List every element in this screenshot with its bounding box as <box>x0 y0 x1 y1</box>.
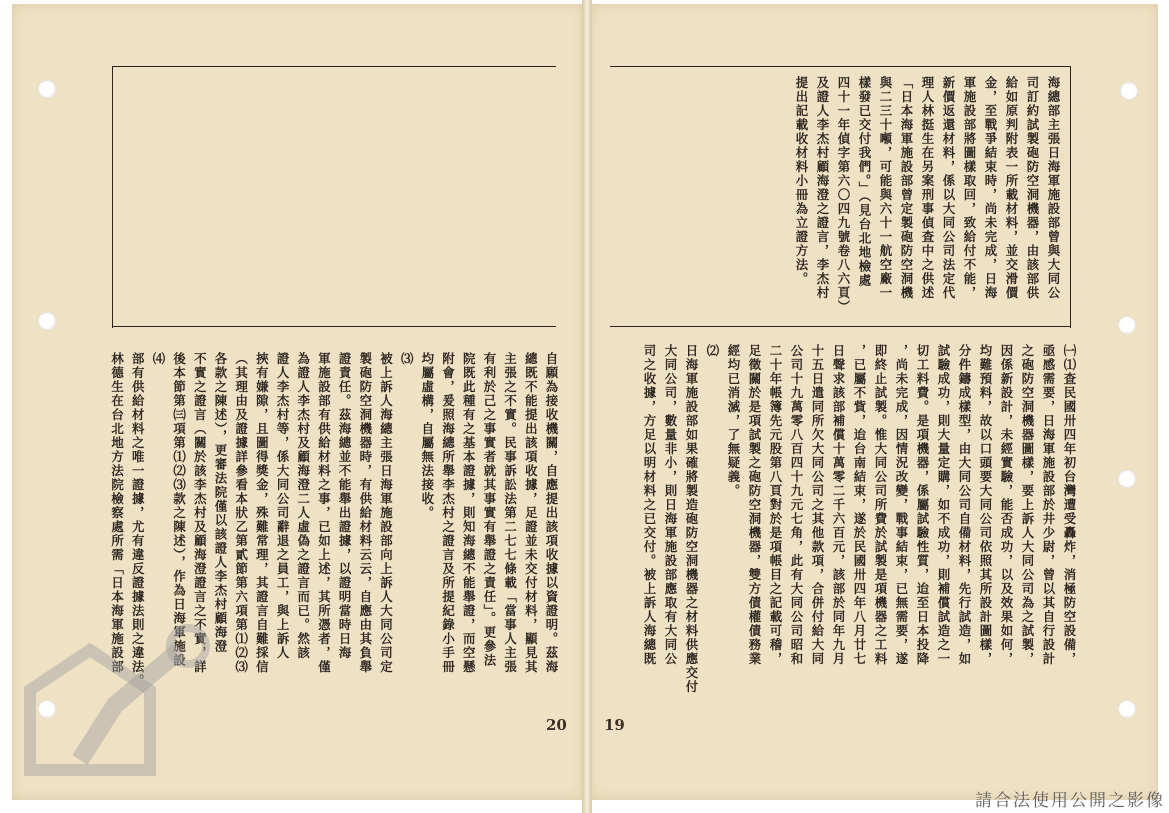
box-right-rule <box>1070 66 1071 328</box>
text-column: 不實之證言（關於該李杰村及顧海澄證言之不實，詳 <box>192 352 208 674</box>
binder-hole <box>38 312 56 330</box>
text-column: 軍施設部將圖樣取回，致給付不能， <box>962 76 977 300</box>
text-column: 給如原判附表一所載材料，並交滑價 <box>1004 76 1019 300</box>
text-column: ㈠⑴查民國卅四年初台灣遭受轟炸，消極防空設備， <box>1062 344 1077 666</box>
text-column: 證責任。茲海總並不能舉出證據，以證明當時日海 <box>337 352 353 660</box>
text-column: 司之收據，方足以明材料之已交付。被上訴人海總既 <box>642 344 657 666</box>
text-column: 總既不能提出該項收據，足證並未交付材料，顯見其 <box>523 352 539 674</box>
text-column: 新價返還材料，係以大同公司法定代 <box>941 76 956 300</box>
text-column: 日海軍施設部如果確將製造砲防空洞機器之材料供應交付 <box>684 344 699 694</box>
text-column: 經均已消滅，了無疑義。 <box>726 344 741 498</box>
binder-hole <box>1118 470 1136 488</box>
text-column: 樣發已交付我們。」（見台北地檢處 <box>857 76 872 288</box>
text-column: 理人林挺生在另案刑事偵查中之供述 <box>920 76 935 300</box>
page-number: 19 <box>604 716 625 734</box>
text-column: ⑵ <box>705 344 720 358</box>
text-column: 公司十九萬零八百四十九元七角，此有大同公司昭和 <box>789 344 804 666</box>
text-column: 切工料費。是項機器，係屬試驗性質，迨至日本投降 <box>915 344 930 666</box>
text-column: 「日本海軍施設部曾定製砲防空洞機 <box>899 76 914 300</box>
text-column: 海總部主張日海軍施設部曾與大同公 <box>1046 76 1061 300</box>
text-column: 亟感需要，日海軍施設部於井少尉，曾以其自行設計 <box>1041 344 1056 666</box>
text-column: （其理由及證據詳參看本狀乙第貳節第六項第⑴⑵⑶ <box>233 352 249 674</box>
binder-hole <box>1120 82 1138 100</box>
box-bottom-rule <box>112 326 556 327</box>
text-column: 附會，爰照海總所舉李杰村之證言及所提紀錄小手冊 <box>440 352 456 674</box>
text-column: 後本節第㈢項第⑴⑵⑶款之陳述），作為日海軍施設 <box>171 352 187 668</box>
blank-area <box>116 70 552 322</box>
text-column: 軍施設部有供給材料之事，已如上述，其所憑者，僅 <box>316 352 332 674</box>
text-column: 製砲防空洞機器時，有供給材料云云，自應由其負舉 <box>357 352 373 674</box>
text-column: 即終止試製。惟大同公司所費於試製是項機器之工料 <box>873 344 888 666</box>
text-column: ⑷ <box>150 352 166 366</box>
text-column: ，尚未完成，因情況改變，戰事結束，已無需要，遂 <box>894 344 909 666</box>
binder-hole <box>38 80 56 98</box>
binder-hole <box>1118 700 1136 718</box>
text-column: 均屬虛構，自屬無法接收。 <box>419 352 435 520</box>
binder-hole <box>1118 316 1136 334</box>
text-column: 與二三十噸，可能與六十一航空廠一 <box>878 76 893 300</box>
text-column: 大同公司，數量非小，則日海軍施設部應取有大同公 <box>663 344 678 666</box>
text-column: 之砲防空洞機器圖樣，要上訴人大同公司為之試製， <box>1020 344 1035 666</box>
text-column: 證人李杰村等，係大同公司辭退之員工，與上訴人 <box>275 352 291 660</box>
text-column: 為證人李杰村及顧海澄二人虛偽之證言而已。然該 <box>295 352 311 660</box>
top-rule <box>112 66 556 67</box>
text-column: ⑶ <box>399 352 415 366</box>
text-column: 足徵關於是項試製之砲防空洞機器，雙方債權債務業 <box>747 344 762 666</box>
seal-watermark-icon <box>20 610 230 780</box>
right-page-boxed-text <box>760 76 1062 324</box>
text-column: 有利於己之事實者就其事實有舉證之責任」。更參法 <box>481 352 497 668</box>
box-bottom-rule <box>610 326 1070 327</box>
page-number: 20 <box>546 716 567 734</box>
text-column: 及證人李杰村顧海澄之證言，李杰村 <box>815 76 830 300</box>
text-column: 金，至戰爭結束時，尚未完成，日海 <box>983 76 998 300</box>
text-column: 十五日遣同所欠大同公司之其他款項，合併付給大同 <box>810 344 825 666</box>
watermark-text: 請合法使用公開之影像 <box>975 791 1165 811</box>
text-column: 部有供給材料之唯一證據，尤有違反證據法則之違法。 <box>130 352 146 688</box>
text-column: 分件鑄成樣型，由大同公司自備材料，先行試造，如 <box>957 344 972 666</box>
top-rule <box>610 66 1070 67</box>
text-column: 日聲求該部補償十萬零二千六百元，該部於同年九月 <box>831 344 846 666</box>
text-column: 司訂約試製砲防空洞機器，由該部供 <box>1025 76 1040 300</box>
text-column: 各款之陳述），更審法院僅以該證人李杰村顧海澄 <box>213 352 228 654</box>
text-column: 提出記載收材料小冊為立證方法。 <box>794 76 809 286</box>
text-column: 林德生在台北地方法院檢察處所需「日本海軍施設部 <box>109 352 125 674</box>
text-column: 均難預料，故以口頭要大同公司依照其所設計圖樣， <box>978 344 993 666</box>
text-column: 院既此種有之基本證據，則知海總不能舉證，而空懸 <box>461 352 477 674</box>
text-column: ，已屬不貲，迨台南結束，遂於民國卅四年八月廿七 <box>852 344 867 666</box>
binding-gutter <box>582 0 592 813</box>
right-page-text <box>608 344 1078 724</box>
text-column: 主張之不實。民事訴訟法第二七七條載「當事人主張 <box>502 352 518 674</box>
text-column: 二十年帳簿先元股第八頁對於是項帳目之記載可稽， <box>768 344 783 666</box>
text-column: 因係新設計，未經實驗，能否成功，以及效果如何， <box>999 344 1014 666</box>
text-column: 挾有嫌隙，且圖得獎金，殊難常理，其證言自難採信 <box>254 352 270 674</box>
text-column: 被上訴人海總主張日海軍施設部向上訴人大同公司定 <box>378 352 394 674</box>
text-column: 試驗成功，則大量定購，如不成功，則補償試造之一 <box>936 344 951 666</box>
text-column: 四十一年偵字第六〇四九號卷八六頁） <box>836 76 851 314</box>
box-left-rule <box>112 66 113 328</box>
text-column: 自願為接收機關，自應提出該項收據以資證明。茲海 <box>544 352 559 674</box>
